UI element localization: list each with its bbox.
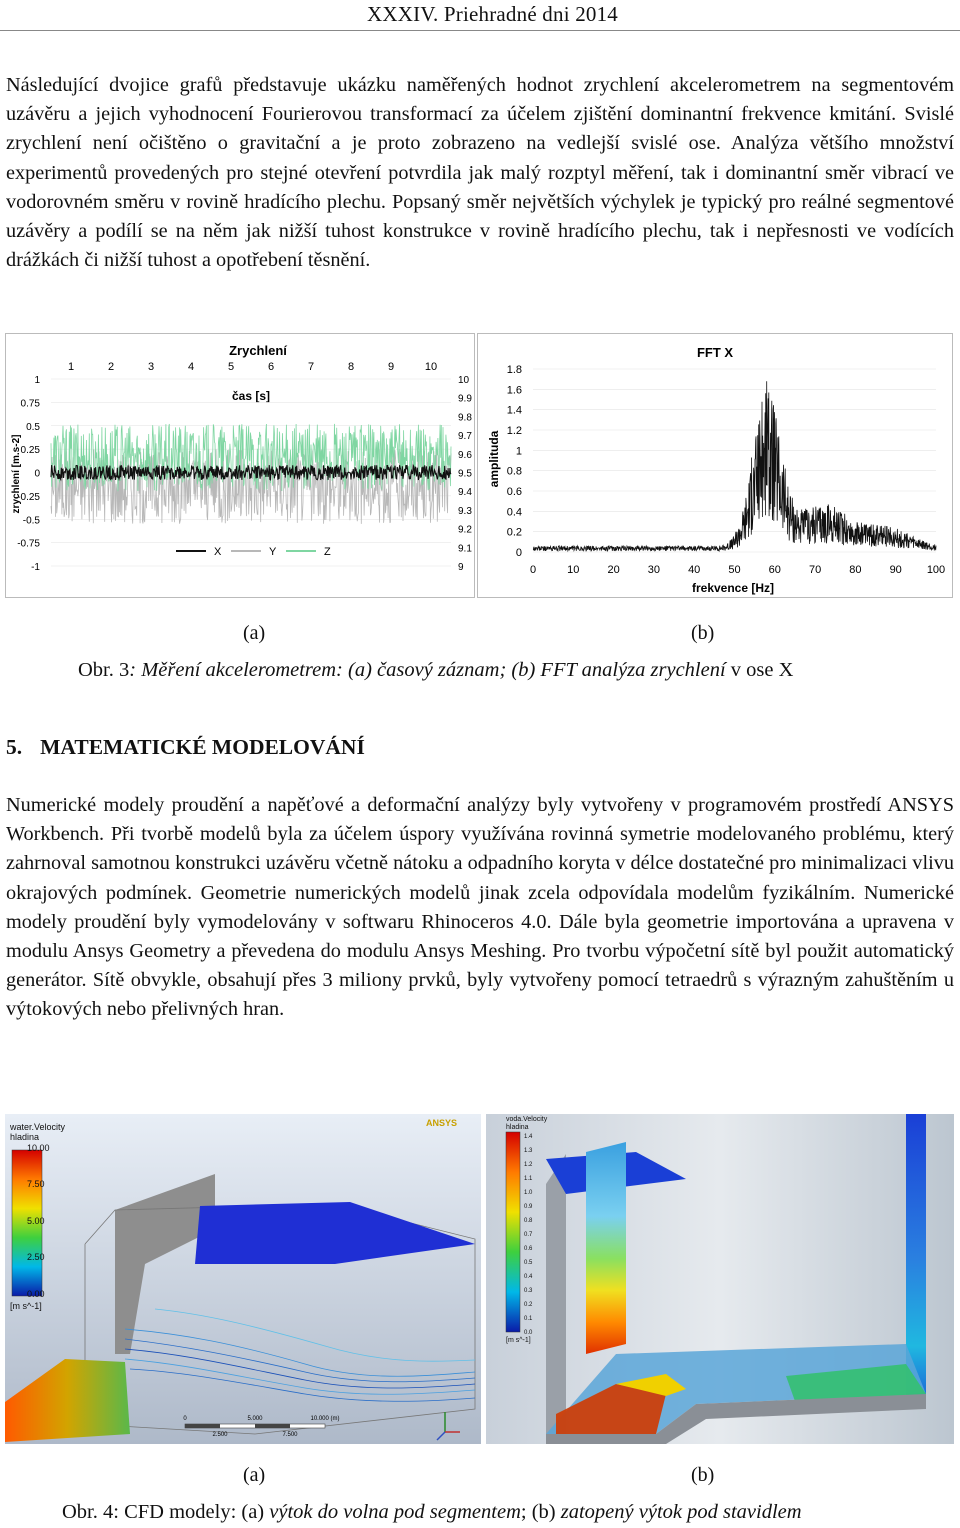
chart-a-ytick: 0.5 <box>26 421 40 433</box>
section-5-heading <box>6 735 365 760</box>
chart-a-xtick: 3 <box>147 361 155 373</box>
chart-a-xtick: 7 <box>307 361 315 373</box>
chart-b-ytick: 0.2 <box>506 526 522 539</box>
chart-a-ytick: -0.75 <box>17 538 40 550</box>
chart-b-xtick: 30 <box>647 564 661 576</box>
chart-b-xtick: 100 <box>926 564 946 576</box>
figure-3b-fft-chart <box>477 333 953 598</box>
cfd-b-legend-value: 0.8 <box>524 1218 533 1224</box>
chart-b-xlabel: frekvence [Hz] <box>691 581 775 595</box>
chart-a-title: Zrychlení <box>229 343 287 358</box>
figure-4b-cfd-image <box>486 1114 954 1444</box>
header-title: XXXIV. Priehradné dni 2014 <box>367 2 618 26</box>
cfd-a-scale-2: 5.000 <box>247 1416 263 1422</box>
cfd-a-svg <box>5 1114 481 1444</box>
chart-a-xtick: 6 <box>267 361 275 373</box>
cfd-a-scale-1: 2.500 <box>212 1432 228 1438</box>
fig4-caption-mid: ; (b) <box>520 1501 561 1523</box>
ansys-logo: ANSYS <box>425 1118 457 1128</box>
chart-a-y2tick: 9.6 <box>458 449 472 461</box>
fig4-caption-italic-a: výtok do volna pod segmentem <box>269 1501 521 1523</box>
chart-a-y2tick: 9.8 <box>458 412 472 424</box>
cfd-b-gate-panel <box>586 1142 626 1354</box>
chart-b-ytick: 1.2 <box>506 425 522 437</box>
chart-b-xtick: 60 <box>768 564 781 576</box>
paragraph-2: Numerické modely proudění a napěťové a deformační analýzy byly vytvořeny v programovém prostředí ANSYS Workbench. Při tvorbě modelů byla za účelem úspory využívána rovinná symetrie modelovaného problému, který zahrnoval samotnou konstrukci uzávěru včetně nátoku a odpadního koryta v délce dostatečné pro minimalizaci vlivu okrajových podmínek. Geometrie numerických modelů jinak zcela odpovídala modelům fyzikálním. Numerické modely proudění byly vymodelovány v softwaru Rhinoceros 4.0. Dále byla geometrie importována a upravena v modulu Ansys Geometry a převedena do modulu Ansys Meshing. Pro tvorbu výpočetní sítě byl použit automatický generátor. Sítě obvykle, obsahují přes 3 miliony prvků, byly vytvořeny pomocí tetraedrů s výrazným zahuštěním u výtokových nebo přelivných hran. <box>6 794 954 1021</box>
chart-a-xtick: 5 <box>227 361 235 373</box>
chart-b-ylabel: amplituda <box>487 430 501 488</box>
cfd-a-scale-3: 7.500 <box>282 1432 298 1438</box>
chart-a-y2tick: 9.2 <box>458 524 472 536</box>
cfd-a-legend-unit: [m s^-1] <box>10 1301 42 1311</box>
chart-b-ytick: 1.6 <box>506 384 522 397</box>
cfd-a-legend-value-0: 10.00 <box>27 1143 50 1153</box>
fig3-label-b: (b) <box>691 622 715 644</box>
chart-b-xtick: 40 <box>688 564 701 576</box>
chart-a-y2tick: 9.9 <box>458 393 472 405</box>
chart-b-ytick: 1 <box>515 445 522 458</box>
chart-b-ytick: 0 <box>515 547 522 559</box>
fig3-caption-suffix: v ose X <box>725 659 794 681</box>
page-header <box>0 0 960 31</box>
chart-a-ytick: 1 <box>34 375 40 386</box>
chart-b-xtick: 50 <box>728 564 741 576</box>
cfd-b-pillar <box>546 1154 566 1434</box>
cfd-b-legend-value: 1.3 <box>524 1148 533 1154</box>
chart-a-ytick: -0.5 <box>22 515 40 527</box>
chart-b-ytick: 0.4 <box>506 506 522 519</box>
chart-a-legend-label-Y: Y <box>269 546 277 558</box>
chart-b-ytick: 0.8 <box>506 465 522 478</box>
chart-a-xtick: 9 <box>387 361 395 373</box>
chart-b-xtick: 70 <box>808 564 822 576</box>
chart-a-xtick: 4 <box>187 361 195 373</box>
chart-a-xtick: 8 <box>347 361 355 373</box>
cfd-b-legend-value: 0.7 <box>524 1232 533 1238</box>
cfd-b-legend-value: 0.6 <box>524 1246 533 1252</box>
chart-a-xtick: 10 <box>424 361 438 373</box>
chart-b-ytick: 1.8 <box>506 364 522 376</box>
cfd-b-legend-value: 1.4 <box>524 1134 533 1140</box>
cfd-b-legend-unit: [m s^-1] <box>506 1337 531 1344</box>
cfd-b-legend-value: 1.1 <box>524 1176 533 1182</box>
paragraph-1: Následující dvojice grafů představuje ukázku naměřených hodnot zrychlení akcelerometrem na segmentovém uzávěru a jejich vyhodnocení Fourierovou transformací za účelem zjištění dominantní frekvence kmitání. Svislé zrychlení není očištěno o gravitační a je proto zobrazeno na vedlejší svislé ose. Analýza většího množství experimentů provedených pro stejné otevření potvrdila jak malý rozptyl měření, tak i dominantní směr vibrací ve vodorovném směru v rovině hradícího plechu. Popsaný směr největších výchylek je typický pro reálné segmentové uzávěry a podílí se na něm jak nižší tuhost konstrukce v rovině hradícího plechu, tak i nepřesnosti ve vodících drážkách či nižší tuhost a opotřebení těsnění. <box>6 74 954 272</box>
chart-a-ylabel: zrychlení [m.s-2] <box>11 434 22 514</box>
fig3-caption-prefix: Obr. 3 <box>78 659 130 681</box>
cfd-a-legend-value-1: 7.50 <box>27 1179 45 1189</box>
fig3-label-a: (a) <box>243 622 266 644</box>
chart-a-ytick: -0.25 <box>17 491 40 503</box>
chart-b-xtick: 80 <box>849 564 862 576</box>
fft-chart-svg <box>478 334 952 597</box>
cfd-b-svg <box>486 1114 954 1444</box>
cfd-a-legend-value-2: 5.00 <box>27 1216 45 1226</box>
chart-a-y2tick: 10 <box>458 375 470 386</box>
section-number: 5. <box>6 735 23 759</box>
cfd-b-legend-value: 1.2 <box>524 1162 533 1168</box>
chart-b-xtick: 0 <box>529 564 537 576</box>
chart-a-xtick: 1 <box>67 361 75 373</box>
chart-a-ytick: 0 <box>34 468 40 480</box>
fig4-caption-prefix: Obr. 4: CFD modely: (a) <box>62 1501 270 1523</box>
chart-a-legend-label-X: X <box>214 546 222 558</box>
chart-b-ytick: 0.6 <box>506 486 522 498</box>
fig3-caption <box>78 659 793 682</box>
chart-a-xtick: 2 <box>107 361 115 373</box>
cfd-a-scale-0: 0 <box>183 1416 187 1422</box>
chart-b-ytick: 1.4 <box>506 404 522 417</box>
cfd-a-scale-4: 10.000 (m) <box>310 1416 340 1422</box>
chart-a-y2tick: 9.7 <box>458 431 472 443</box>
fig4-caption-italic-b: zatopený výtok pod stavidlem <box>560 1501 802 1523</box>
chart-b-xtick: 20 <box>607 564 620 576</box>
fig4-label-a: (a) <box>243 1464 266 1486</box>
chart-b-series-X <box>533 381 936 551</box>
cfd-a-legend-title: water.Velocity <box>10 1122 66 1132</box>
cfd-b-legend-value: 0.3 <box>524 1288 533 1294</box>
chart-b-xtick: 90 <box>889 564 902 576</box>
chart-a-ytick: -1 <box>31 562 40 573</box>
chart-a-ytick: 0.25 <box>20 445 40 457</box>
section-title: MATEMATICKÉ MODELOVÁNÍ <box>40 735 365 759</box>
cfd-b-legend-values <box>524 1134 533 1336</box>
cfd-a-legend-subtitle: hladina <box>10 1132 40 1142</box>
fig4-caption <box>62 1501 802 1524</box>
figure-3a-acceleration-chart <box>5 333 475 598</box>
chart-a-xlabel: čas [s] <box>231 389 271 403</box>
chart-a-legend-label-Z: Z <box>324 546 331 558</box>
acceleration-chart-svg <box>6 334 474 597</box>
fig3-caption-italic: : Měření akcelerometrem: (a) časový záznam; (b) FFT analýza zrychlení <box>129 659 726 681</box>
cfd-a-legend-value-3: 2.50 <box>27 1252 45 1262</box>
chart-b-title: FFT X <box>696 345 734 360</box>
chart-a-ytick: 0.75 <box>20 398 40 410</box>
chart-a-y2tick: 9.5 <box>458 468 472 480</box>
figure-4a-cfd-image <box>5 1114 481 1444</box>
cfd-b-legend-bar <box>506 1132 520 1332</box>
chart-a-y2tick: 9.4 <box>458 487 472 499</box>
cfd-b-legend-value: 0.4 <box>524 1274 533 1280</box>
chart-b-xtick: 10 <box>567 564 580 576</box>
chart-a-y2tick: 9 <box>458 562 464 573</box>
cfd-b-legend-value: 0.9 <box>524 1204 533 1210</box>
cfd-b-legend-subtitle: hladina <box>506 1124 529 1131</box>
cfd-b-legend-value: 0.1 <box>524 1316 533 1322</box>
cfd-b-legend-value: 0.2 <box>524 1302 533 1308</box>
cfd-a-legend-value-4: 0.00 <box>27 1289 45 1299</box>
chart-a-y2tick: 9.3 <box>458 505 472 517</box>
cfd-b-legend-value: 0.5 <box>524 1260 533 1266</box>
cfd-b-legend-value: 1.0 <box>524 1190 533 1196</box>
cfd-b-legend-title: voda.Velocity <box>506 1116 548 1123</box>
chart-a-y2tick: 9.1 <box>458 543 472 555</box>
cfd-b-legend-value: 0.0 <box>524 1330 533 1336</box>
fig4-label-b: (b) <box>691 1464 715 1486</box>
